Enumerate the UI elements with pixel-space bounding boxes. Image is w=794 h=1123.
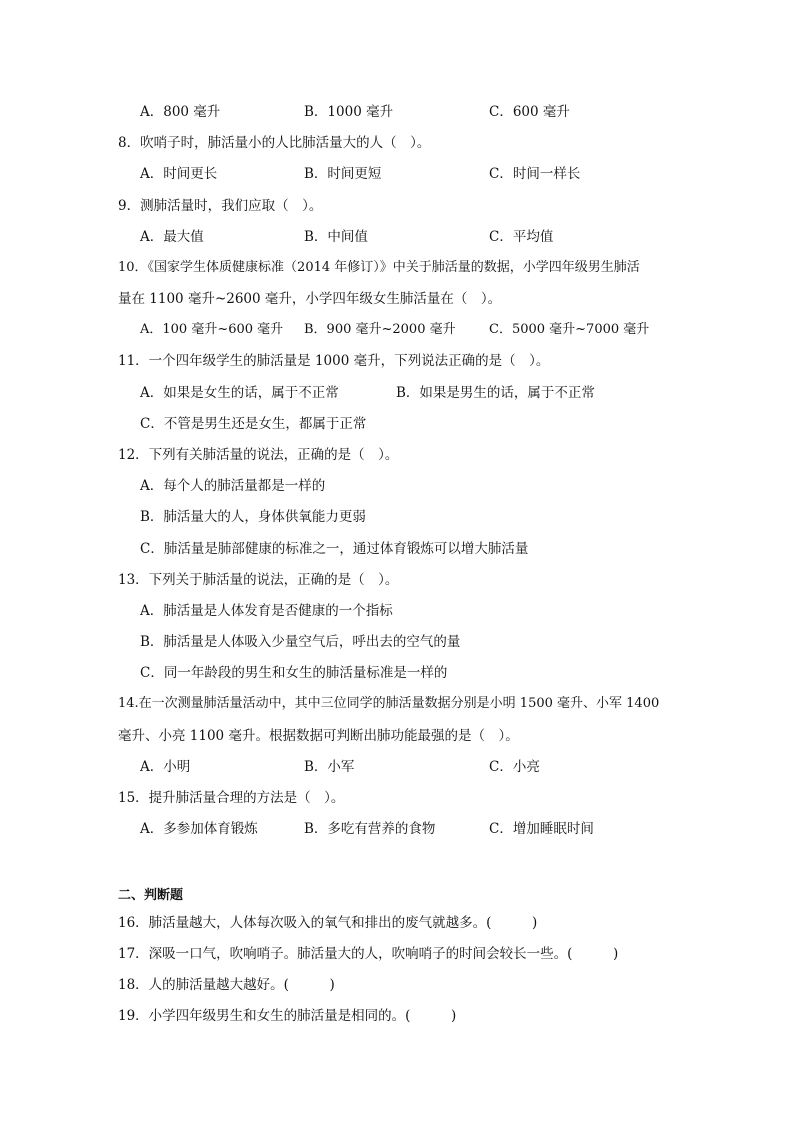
q9-option-b: B．中间值 <box>304 229 368 245</box>
q9-option-a: A．最大值 <box>140 229 204 245</box>
q9-option-c: C．平均值 <box>489 229 554 245</box>
q15-stem: 15．提升肺活量合理的方法是（ ）。 <box>118 790 345 806</box>
q14-option-b: B．小军 <box>304 759 355 775</box>
q16-judgment: 16．肺活量越大，人体每次吸入的氧气和排出的废气就越多。( ) <box>118 915 538 931</box>
q8-option-a: A．时间更长 <box>140 166 218 182</box>
q14-option-a: A．小明 <box>140 759 191 775</box>
q17-judgment: 17．深吸一口气，吹响哨子。肺活量大的人，吹响哨子的时间会较长一些。( ) <box>118 946 619 962</box>
q10-option-b: B．900 毫升~2000 毫升 <box>304 322 456 337</box>
q10-option-c: C．5000 毫升~7000 毫升 <box>489 322 650 337</box>
q15-option-c: C．增加睡眠时间 <box>489 821 594 837</box>
q15-option-a: A．多参加体育锻炼 <box>140 821 258 837</box>
q12-option-c: C．肺活量是肺部健康的标准之一，通过体育锻炼可以增大肺活量 <box>140 541 529 557</box>
q14-option-c: C．小亮 <box>489 759 540 775</box>
q13-option-b: B．肺活量是人体吸入少量空气后，呼出去的空气的量 <box>140 634 461 650</box>
q12-option-b: B．肺活量大的人，身体供氧能力更弱 <box>140 509 366 525</box>
q9-stem: 9．测肺活量时，我们应取（ ）。 <box>118 198 323 214</box>
q13-option-c: C．同一年龄段的男生和女生的肺活量标准是一样的 <box>140 665 448 681</box>
q12-stem: 12．下列有关肺活量的说法，正确的是（ ）。 <box>118 447 399 463</box>
q15-option-b: B．多吃有营养的食物 <box>304 821 436 837</box>
q19-judgment: 19．小学四年级男生和女生的肺活量是相同的。( ) <box>118 1008 457 1024</box>
q11-option-c: C．不管是男生还是女生，都属于正常 <box>140 416 367 432</box>
q11-option-b: B．如果是男生的话，属于不正常 <box>396 385 595 401</box>
q7-option-b: B．1000 毫升 <box>304 104 394 120</box>
section-title-judgment: 二、判断题 <box>118 888 184 903</box>
q14-stem-line2: 毫升、小亮 1100 毫升。根据数据可判断出肺功能最强的是（ ）。 <box>118 728 519 744</box>
q12-option-a: A．每个人的肺活量都是一样的 <box>140 478 326 494</box>
q8-option-b: B．时间更短 <box>304 166 382 182</box>
q8-option-c: C．时间一样长 <box>489 166 581 182</box>
q8-stem: 8．吹哨子时，肺活量小的人比肺活量大的人（ ）。 <box>118 135 431 151</box>
q11-stem: 11．一个四年级学生的肺活量是 1000 毫升，下列说法正确的是（ ）。 <box>118 353 550 369</box>
q10-option-a: A．100 毫升~600 毫升 <box>140 322 284 337</box>
q10-stem-line1: 10．《国家学生体质健康标准（2014 年修订）》中关于肺活量的数据，小学四年级男生肺活 <box>118 260 640 275</box>
q14-stem-line1: 14.在一次测量肺活量活动中，其中三位同学的肺活量数据分别是小明 1500 毫升、小军 1400 <box>118 696 660 711</box>
q7-option-c: C．600 毫升 <box>489 104 570 120</box>
q13-option-a: A．肺活量是人体发育是否健康的一个指标 <box>140 603 393 619</box>
q7-option-a: A．800 毫升 <box>140 104 221 120</box>
q18-judgment: 18．人的肺活量越大越好。( ) <box>118 977 335 993</box>
q11-option-a: A．如果是女生的话，属于不正常 <box>140 385 339 401</box>
q10-stem-line2: 量在 1100 毫升~2600 毫升，小学四年级女生肺活量在（ ）。 <box>118 291 502 307</box>
q13-stem: 13．下列关于肺活量的说法，正确的是（ ）。 <box>118 572 399 588</box>
